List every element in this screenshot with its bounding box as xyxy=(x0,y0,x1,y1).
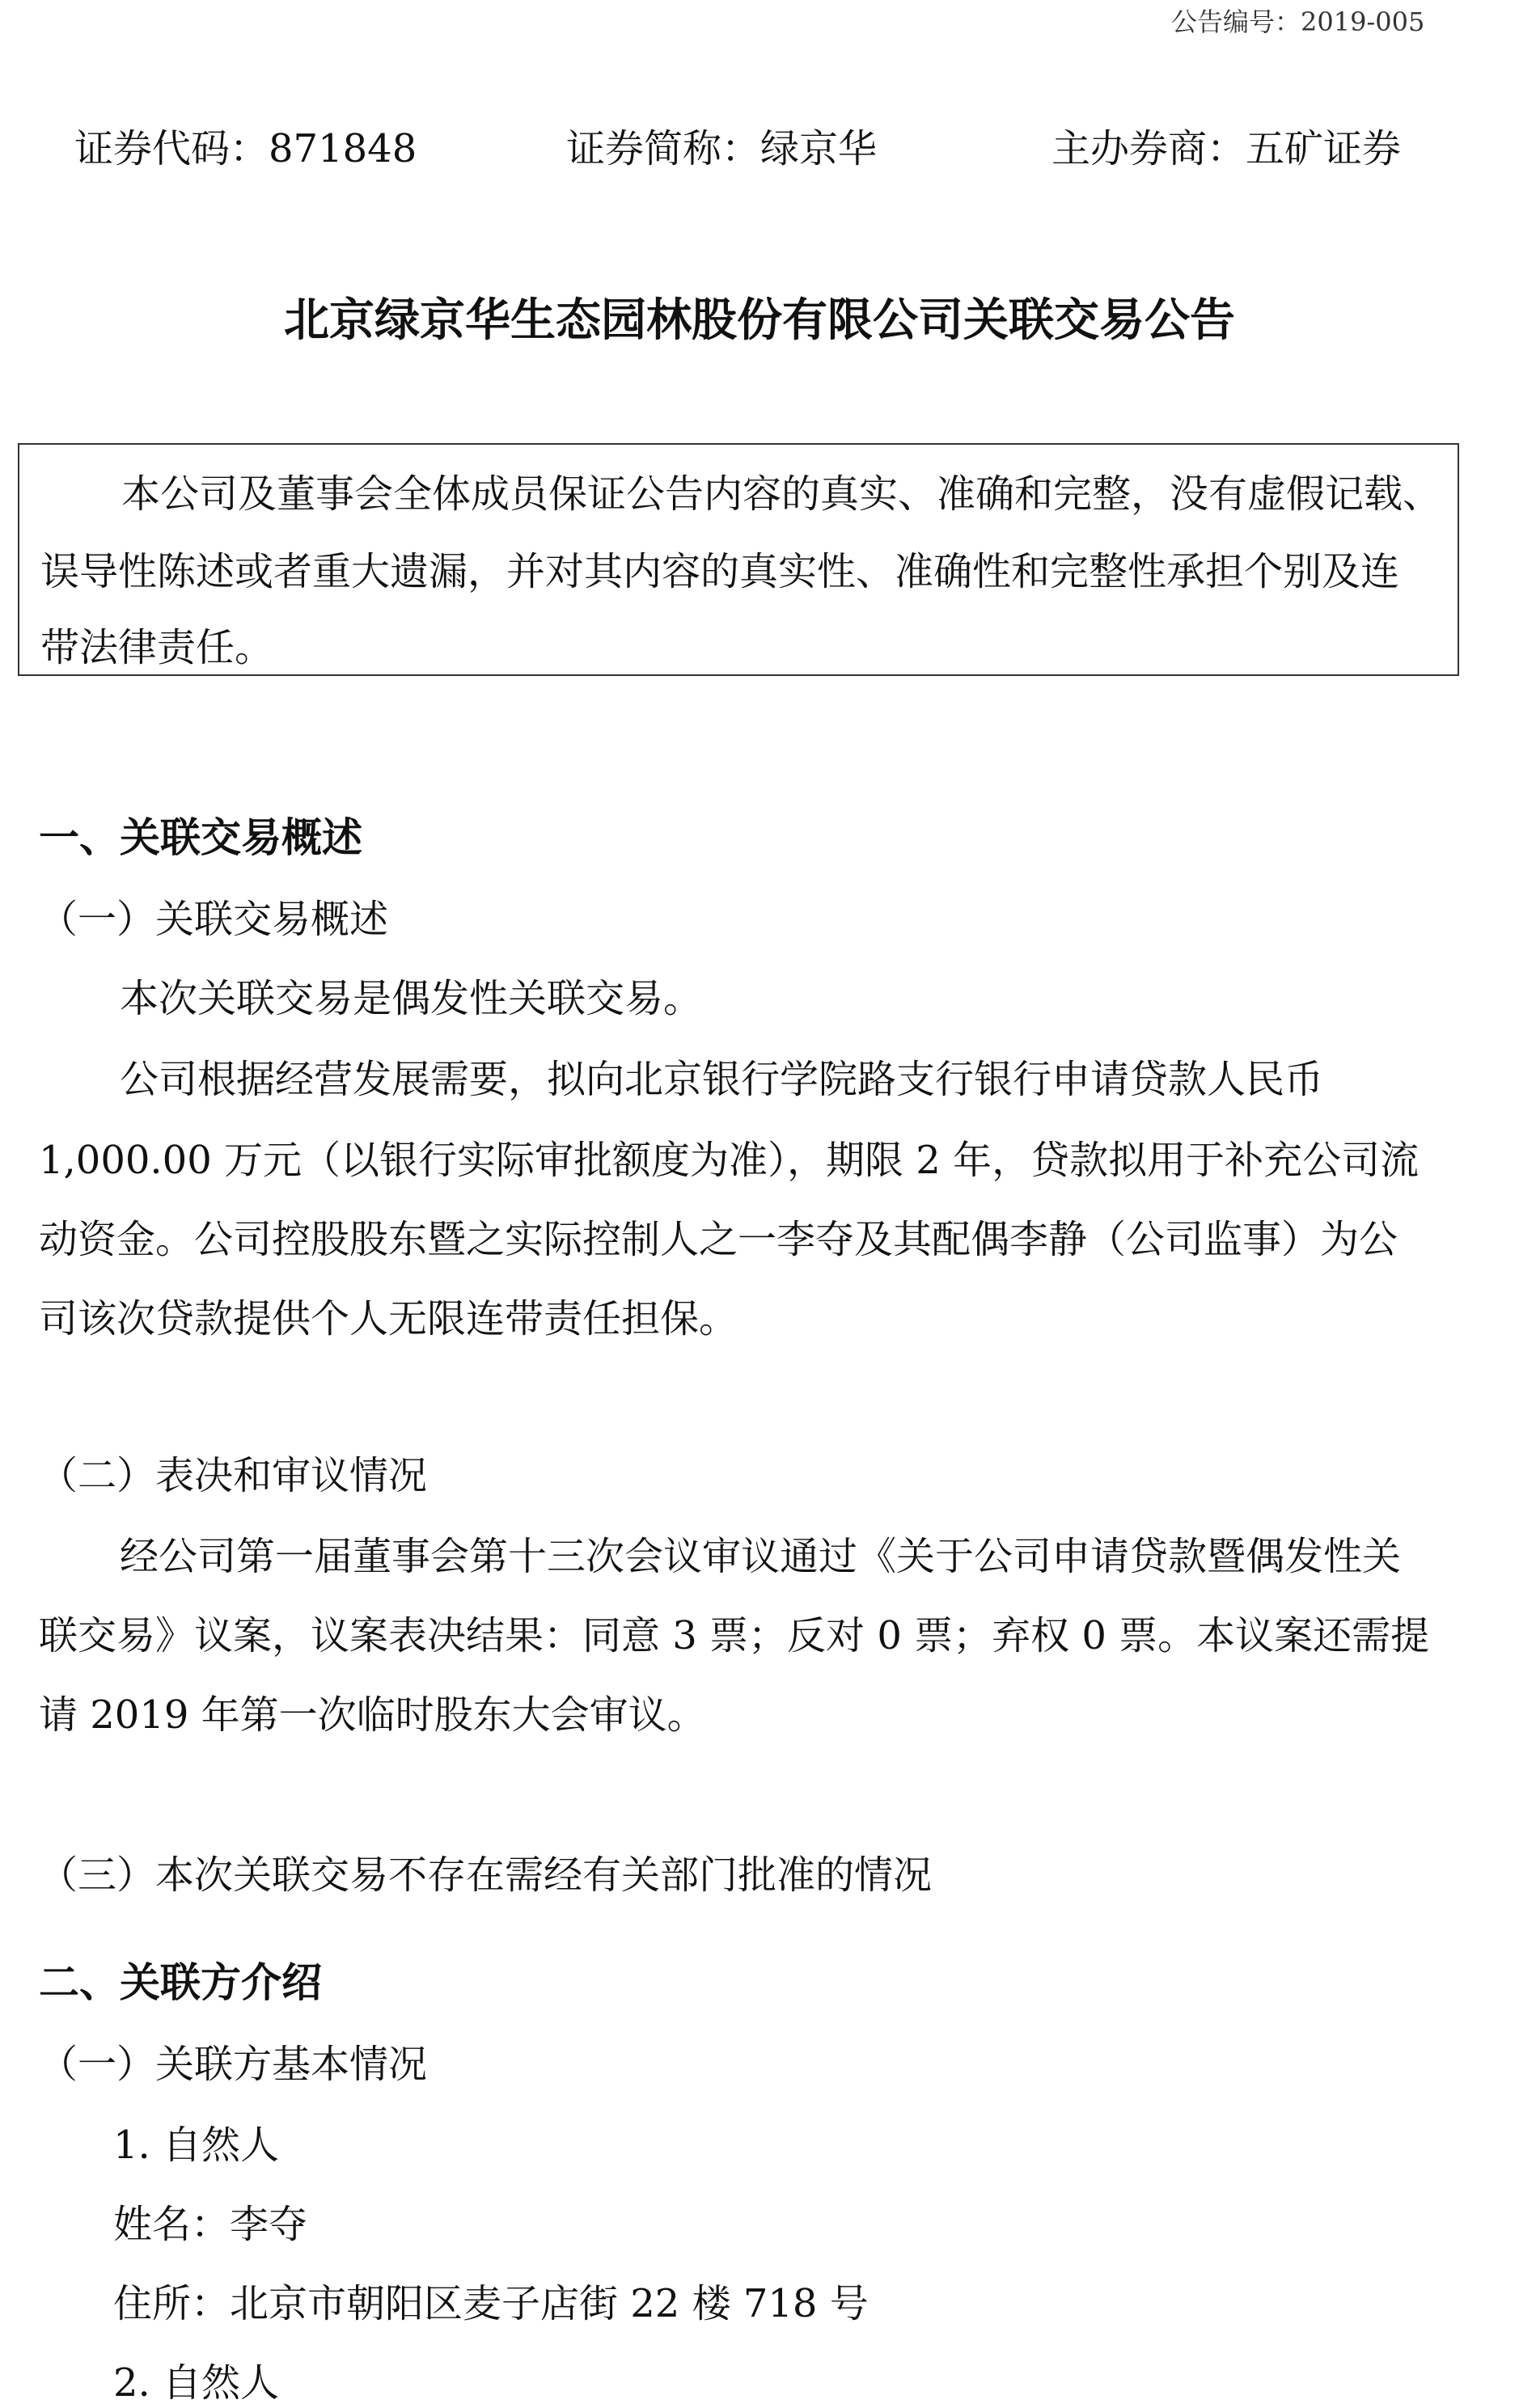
security-code: 证券代码：871848 xyxy=(74,126,417,171)
section1-sub2-heading: （二）表决和审议情况 xyxy=(39,1453,428,1498)
section2-sub1-heading: （一）关联方基本情况 xyxy=(39,2042,428,2087)
notice-box xyxy=(18,443,1459,676)
related-party-item1-address: 住所：北京市朝阳区麦子店街 22 楼 718 号 xyxy=(113,2281,869,2326)
section1-sub3-heading: （三）本次关联交易不存在需经有关部门批准的情况 xyxy=(39,1852,933,1898)
doc-number: 公告编号：2019-005 xyxy=(1171,6,1425,37)
section1-para2-line1: 公司根据经营发展需要，拟向北京银行学院路支行银行申请贷款人民币 xyxy=(120,1057,1324,1102)
section1-para2-line4: 司该次贷款提供个人无限连带责任担保。 xyxy=(39,1296,738,1341)
section1-sub2-line1: 经公司第一届董事会第十三次会议审议通过《关于公司申请贷款暨偶发性关 xyxy=(120,1534,1402,1579)
section1-heading: 一、关联交易概述 xyxy=(39,813,362,861)
related-party-item2-label: 2. 自然人 xyxy=(113,2360,280,2406)
section1-para2-line2: 1,000.00 万元（以银行实际审批额度为准），期限 2 年，贷款拟用于补充公司流 xyxy=(39,1138,1420,1183)
notice-line-3: 带法律责任。 xyxy=(40,625,274,670)
section2-heading: 二、关联方介绍 xyxy=(39,1958,322,2006)
security-short-name: 证券简称：绿京华 xyxy=(566,126,878,171)
notice-line-2: 误导性陈述或者重大遗漏，并对其内容的真实性、准确性和完整性承担个别及连 xyxy=(40,549,1400,594)
section1-para2-line3: 动资金。公司控股股东暨之实际控制人之一李夺及其配偶李静（公司监事）为公 xyxy=(39,1217,1398,1262)
section1-sub2-line3: 请 2019 年第一次临时股东大会审议。 xyxy=(39,1692,706,1738)
page-title: 北京绿京华生态园林股份有限公司关联交易公告 xyxy=(284,294,1235,347)
related-party-item1-name: 姓名：李夺 xyxy=(113,2202,308,2247)
notice-line-1: 本公司及董事会全体成员保证公告内容的真实、准确和完整，没有虚假记载、 xyxy=(121,471,1442,517)
sponsor-broker: 主办券商：五矿证券 xyxy=(1051,126,1402,171)
section1-sub2-line2: 联交易》议案，议案表决结果：同意 3 票；反对 0 票；弃权 0 票。本议案还需提 xyxy=(39,1613,1430,1658)
section1-sub1-heading: （一）关联交易概述 xyxy=(39,897,389,942)
related-party-item1-label: 1. 自然人 xyxy=(113,2123,280,2168)
section1-para1: 本次关联交易是偶发性关联交易。 xyxy=(120,976,703,1021)
